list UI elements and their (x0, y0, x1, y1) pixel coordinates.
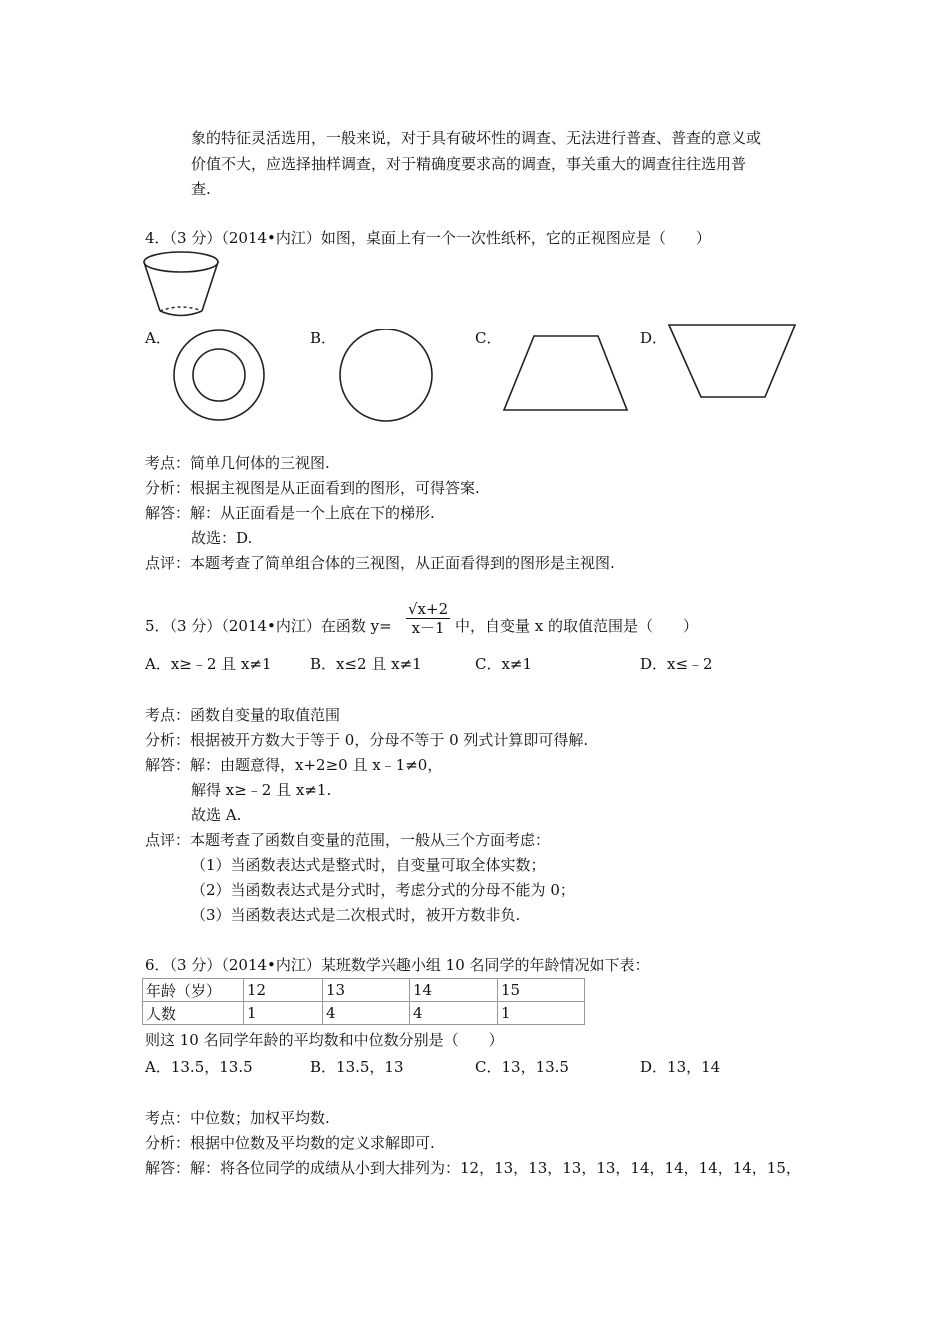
option-c-trapezoid (500, 333, 632, 413)
q5-jieda-2: 解得 x≥﹣2 且 x≠1. (191, 781, 332, 799)
q5-stem-before: 5．（3 分）（2014•内江）在函数 y= (145, 617, 392, 635)
intro-line-2: 价值不大，应选择抽样调查，对于精确度要求高的调查，事关重大的调查往往选用普 (191, 155, 747, 173)
table-cell: 14 (410, 979, 498, 1002)
option-b-circle (337, 329, 435, 423)
q5-point-2: （2）当函数表达式是分式时，考虑分式的分母不能为 0； (191, 881, 575, 899)
paper-cup-figure (140, 248, 224, 324)
table-cell: 12 (244, 979, 323, 1002)
q5-jieda: 解答：解：由题意得，x+2≥0 且 x﹣1≠0， (145, 756, 443, 774)
q4-dianping: 点评：本题考查了简单组合体的三视图，从正面看得到的图形是主视图. (145, 554, 615, 572)
q6-option-a: A．13.5，13.5 (145, 1058, 253, 1076)
q4-fenxi: 分析：根据主视图是从正面看到的图形，可得答案. (145, 479, 480, 497)
q4-option-b-label: B． (310, 329, 337, 347)
q4-option-c-label: C． (475, 329, 502, 347)
table-cell: 13 (323, 979, 410, 1002)
option-d-inverted-trapezoid (666, 322, 800, 402)
q5-kaodian: 考点：函数自变量的取值范围 (145, 706, 341, 724)
q5-fraction-denominator: x－1 (411, 619, 445, 637)
intro-line-3: 查. (191, 180, 211, 198)
q5-fenxi: 分析：根据被开方数大于等于 0，分母不等于 0 列式计算即可得解. (145, 731, 589, 749)
q4-kaodian: 考点：简单几何体的三视图. (145, 454, 330, 472)
q6-fenxi: 分析：根据中位数及平均数的定义求解即可. (145, 1134, 435, 1152)
q4-option-d-label: D． (640, 329, 668, 347)
table-cell: 4 (410, 1002, 498, 1025)
q5-option-b: B．x≤2 且 x≠1 (310, 655, 422, 673)
q5-point-1: （1）当函数表达式是整式时，自变量可取全体实数； (191, 856, 546, 874)
table-cell: 15 (498, 979, 585, 1002)
table-cell: 年龄（岁） (143, 979, 244, 1002)
q4-guxuan: 故选：D. (191, 529, 253, 547)
q5-option-c: C．x≠1 (475, 655, 533, 673)
table-cell: 1 (498, 1002, 585, 1025)
q4-stem: 4．（3 分）（2014•内江）如图，桌面上有一个一次性纸杯，它的正视图应是（ ） (145, 229, 711, 247)
table-cell: 1 (244, 1002, 323, 1025)
table-row (143, 1002, 585, 1025)
q5-point-3: （3）当函数表达式是二次根式时，被开方数非负. (191, 906, 521, 924)
q6-kaodian: 考点：中位数；加权平均数. (145, 1109, 330, 1127)
q5-dianping: 点评：本题考查了函数自变量的范围，一般从三个方面考虑： (145, 831, 551, 849)
q6-question: 则这 10 名同学年龄的平均数和中位数分别是（ ） (145, 1031, 504, 1049)
q6-jieda: 解答：解：将各位同学的成绩从小到大排列为：12，13，13，13，13，14，14，14，14，15， (145, 1159, 801, 1177)
q5-fraction (406, 600, 450, 637)
q6-option-d: D．13，14 (640, 1058, 721, 1076)
q6-option-b: B．13.5，13 (310, 1058, 404, 1076)
q5-option-d: D．x≤﹣2 (640, 655, 713, 673)
q4-option-a-label: A． (145, 329, 171, 347)
option-a-concentric-circles (172, 329, 266, 423)
q5-guxuan: 故选 A. (191, 806, 242, 824)
table-cell: 人数 (143, 1002, 244, 1025)
q5-fraction-numerator: √x+2 (408, 600, 449, 618)
q5-option-a: A．x≥﹣2 且 x≠1 (145, 655, 272, 673)
q5-stem-after: 中，自变量 x 的取值范围是（ ） (455, 617, 698, 635)
table-row (143, 979, 585, 1002)
q4-jieda: 解答：解：从正面看是一个上底在下的梯形. (145, 504, 435, 522)
q6-option-c: C．13，13.5 (475, 1058, 569, 1076)
table-cell: 4 (323, 1002, 410, 1025)
intro-line-1: 象的特征灵活选用，一般来说，对于具有破坏性的调查、无法进行普查、普查的意义或 (191, 129, 762, 147)
q6-stem: 6．（3 分）（2014•内江）某班数学兴趣小组 10 名同学的年龄情况如下表： (145, 956, 650, 974)
age-table (142, 978, 585, 1025)
